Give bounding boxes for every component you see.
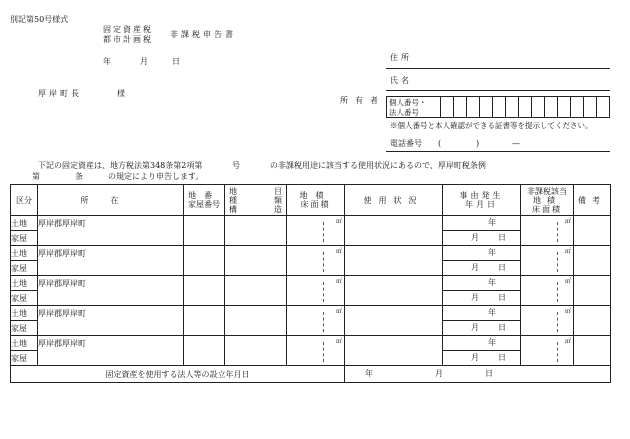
- footer-label: 固定資産を使用する法人等の設立年月日: [11, 366, 345, 383]
- exempt-area-cell[interactable]: ㎡: [521, 276, 574, 306]
- lot-cell[interactable]: [184, 306, 225, 336]
- type-cell[interactable]: [225, 246, 287, 276]
- class-house: 家屋: [11, 261, 38, 276]
- header-type: 地 目 種 類 構 造: [225, 185, 287, 216]
- address-line: [386, 68, 610, 69]
- mynumber-note: ※個人番号と本人確認ができる証書等を提示してください。: [390, 121, 593, 130]
- remarks-cell[interactable]: [574, 336, 611, 366]
- mynumber-label-2: 法人番号: [389, 108, 419, 117]
- event-monthday-cell[interactable]: 月 日: [443, 321, 521, 336]
- title-document: 非課税申告書: [170, 30, 236, 39]
- location-cell[interactable]: 厚岸郡厚岸町: [38, 246, 184, 276]
- statement-text-2a: 第: [32, 172, 40, 181]
- remarks-cell[interactable]: [574, 216, 611, 246]
- mynumber-digit[interactable]: [584, 97, 597, 117]
- table-row: [11, 306, 611, 321]
- date-day-label: 日: [172, 57, 180, 66]
- class-house: 家屋: [11, 351, 38, 366]
- exempt-area-cell[interactable]: ㎡: [521, 246, 574, 276]
- usage-cell[interactable]: [345, 216, 443, 246]
- header-remarks: 備考: [574, 185, 611, 216]
- mynumber-digit[interactable]: [532, 97, 545, 117]
- name-line: [386, 90, 610, 91]
- mynumber-digit[interactable]: [558, 97, 571, 117]
- address-label: 住所: [390, 53, 412, 62]
- exempt-area-cell[interactable]: ㎡: [521, 216, 574, 246]
- exempt-area-cell[interactable]: ㎡: [521, 336, 574, 366]
- remarks-cell[interactable]: [574, 306, 611, 336]
- lot-cell[interactable]: [184, 336, 225, 366]
- mynumber-label-1: 個人番号・: [389, 98, 427, 107]
- mynumber-digit[interactable]: [519, 97, 532, 117]
- header-location: 所在: [38, 185, 184, 216]
- header-exempt-area: 非課税該当 地積 床面積: [521, 185, 574, 216]
- type-cell[interactable]: [225, 276, 287, 306]
- mynumber-digit[interactable]: [493, 97, 506, 117]
- location-cell[interactable]: 厚岸郡厚岸町: [38, 216, 184, 246]
- lot-cell[interactable]: [184, 246, 225, 276]
- phone-label: 電話番号: [390, 139, 422, 148]
- header-usage: 使用状況: [345, 185, 443, 216]
- name-label: 氏名: [390, 76, 412, 85]
- statement-text-1a: 下記の固定資産は、地方税法第348条第2項第: [38, 161, 203, 170]
- mynumber-digit[interactable]: [571, 97, 584, 117]
- usage-cell[interactable]: [345, 246, 443, 276]
- table-row: [11, 276, 611, 291]
- area-cell[interactable]: ㎡: [287, 336, 345, 366]
- type-cell[interactable]: [225, 306, 287, 336]
- class-land: 土地: [11, 276, 38, 291]
- class-land: 土地: [11, 246, 38, 261]
- exempt-area-cell[interactable]: ㎡: [521, 306, 574, 336]
- mynumber-box: [386, 96, 610, 118]
- property-table: [10, 184, 611, 383]
- usage-cell[interactable]: [345, 276, 443, 306]
- table-header-row: [11, 185, 611, 216]
- mynumber-digit[interactable]: [480, 97, 493, 117]
- table-row: [11, 246, 611, 261]
- table-row: [11, 216, 611, 231]
- mynumber-digit[interactable]: [545, 97, 558, 117]
- usage-cell[interactable]: [345, 336, 443, 366]
- statement-text-1c: の非課税用途に該当する使用状況にあるので、厚岸町税条例: [270, 161, 486, 170]
- phone-paren-open: (: [438, 139, 442, 148]
- date-year-label: 年: [103, 57, 111, 66]
- area-cell[interactable]: ㎡: [287, 216, 345, 246]
- area-cell[interactable]: ㎡: [287, 306, 345, 336]
- event-year-cell[interactable]: 年: [443, 246, 521, 261]
- class-land: 土地: [11, 306, 38, 321]
- mynumber-digit[interactable]: [467, 97, 480, 117]
- location-cell[interactable]: 厚岸郡厚岸町: [38, 306, 184, 336]
- table-row: [11, 336, 611, 351]
- area-cell[interactable]: ㎡: [287, 246, 345, 276]
- owner-label: 所有者: [340, 96, 385, 105]
- header-event-date: 事由発生 年月日: [443, 185, 521, 216]
- title-tax-1: 固定資産税: [103, 25, 153, 34]
- title-tax-2: 都市計画税: [103, 35, 153, 44]
- event-year-cell[interactable]: 年: [443, 336, 521, 351]
- form-id: 別記第50号様式: [10, 15, 69, 24]
- footer-date-cell[interactable]: 年 月 日: [345, 366, 611, 383]
- location-cell[interactable]: 厚岸郡厚岸町: [38, 336, 184, 366]
- class-land: 土地: [11, 216, 38, 231]
- event-year-cell[interactable]: 年: [443, 276, 521, 291]
- usage-cell[interactable]: [345, 306, 443, 336]
- phone-dash: —: [512, 139, 520, 148]
- type-cell[interactable]: [225, 336, 287, 366]
- phone-line: [386, 151, 610, 152]
- phone-paren-close: ): [476, 139, 480, 148]
- header-class: 区分: [11, 185, 38, 216]
- statement-text-2b: 条: [75, 172, 83, 181]
- mynumber-digit[interactable]: [506, 97, 519, 117]
- mynumber-digit[interactable]: [441, 97, 454, 117]
- mynumber-digit[interactable]: [454, 97, 467, 117]
- type-cell[interactable]: [225, 216, 287, 246]
- date-month-label: 月: [140, 57, 148, 66]
- area-cell[interactable]: ㎡: [287, 276, 345, 306]
- location-cell[interactable]: 厚岸郡厚岸町: [38, 276, 184, 306]
- lot-cell[interactable]: [184, 276, 225, 306]
- lot-cell[interactable]: [184, 216, 225, 246]
- addressee: 厚岸町長: [38, 89, 82, 98]
- mynumber-digit[interactable]: [597, 97, 609, 117]
- event-monthday-cell[interactable]: 月 日: [443, 231, 521, 246]
- remarks-cell[interactable]: [574, 276, 611, 306]
- statement-text-1b: 号: [232, 161, 240, 170]
- mynumber-label: [387, 97, 441, 117]
- header-lot: 地番 家屋番号: [184, 185, 225, 216]
- event-monthday-cell[interactable]: 月 日: [443, 351, 521, 366]
- class-house: 家屋: [11, 231, 38, 246]
- addressee-suffix: 様: [117, 89, 125, 98]
- event-monthday-cell[interactable]: 月 日: [443, 291, 521, 306]
- remarks-cell[interactable]: [574, 246, 611, 276]
- class-land: 土地: [11, 336, 38, 351]
- event-monthday-cell[interactable]: 月 日: [443, 261, 521, 276]
- event-year-cell[interactable]: 年: [443, 306, 521, 321]
- statement-text-2c: の規定により申告します。: [108, 172, 204, 181]
- event-year-cell[interactable]: 年: [443, 216, 521, 231]
- class-house: 家屋: [11, 321, 38, 336]
- table-footer-row: [11, 366, 611, 383]
- class-house: 家屋: [11, 291, 38, 306]
- header-area: 地積 床面積: [287, 185, 345, 216]
